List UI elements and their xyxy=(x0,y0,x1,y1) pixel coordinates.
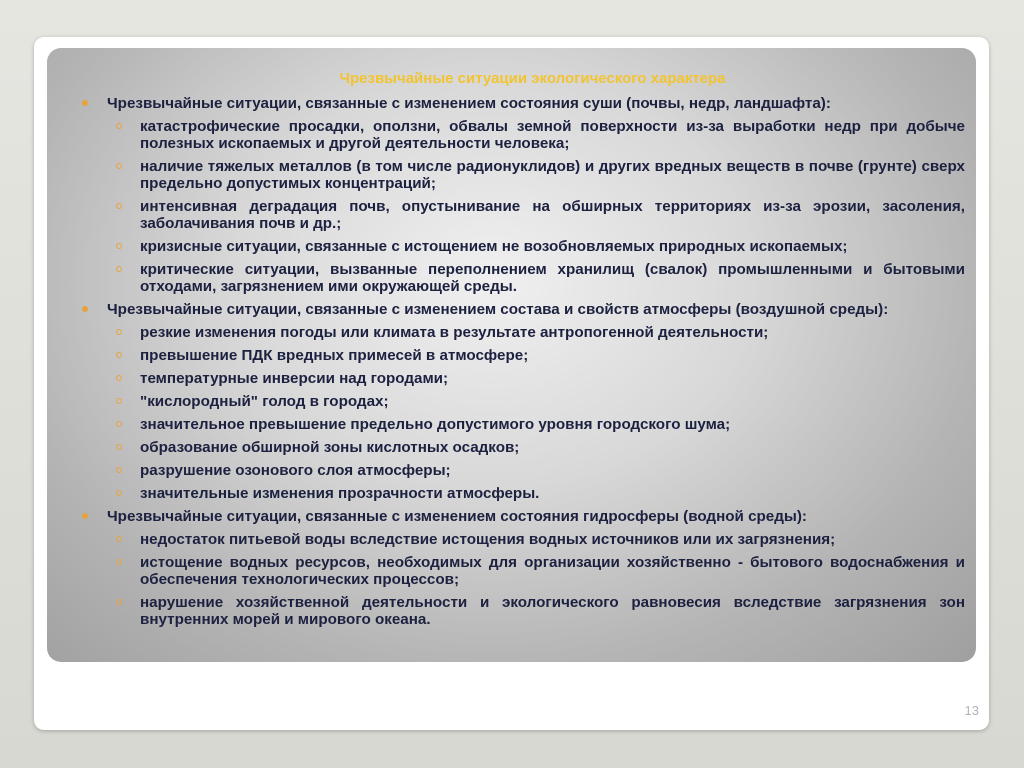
bullet-ring-icon xyxy=(116,599,122,605)
bullet-level2 xyxy=(80,198,965,232)
bullet-text: наличие тяжелых металлов (в том числе радионуклидов) и других вредных веществ в почве (грунте) сверх предельно допустимых концентраций; xyxy=(140,158,965,192)
bullet-dot-icon xyxy=(82,100,88,106)
bullet-text: катастрофические просадки, оползни, обвалы земной поверхности из-за выработки недр при добыче полезных ископаемых и другой деятельности человека; xyxy=(140,118,965,152)
bullet-ring-icon xyxy=(116,490,122,496)
bullet-text: превышение ПДК вредных примесей в атмосфере; xyxy=(140,347,529,364)
bullet-text: "кислородный" голод в городах; xyxy=(140,393,389,410)
bullet-ring-icon xyxy=(116,559,122,565)
bullet-ring-icon xyxy=(116,329,122,335)
bullet-level2 xyxy=(80,485,965,502)
bullet-text: температурные инверсии над городами; xyxy=(140,370,449,387)
slide-content xyxy=(80,70,965,634)
bullet-ring-icon xyxy=(116,243,122,249)
bullet-ring-icon xyxy=(116,203,122,209)
bullet-text: Чрезвычайные ситуации, связанные с изменением состава и свойств атмосферы (воздушной среды): xyxy=(107,301,889,318)
bullet-level2 xyxy=(80,531,965,548)
bullet-text: недостаток питьевой воды вследствие истощения водных источников или их загрязнения; xyxy=(140,531,836,548)
bullet-ring-icon xyxy=(116,421,122,427)
bullet-ring-icon xyxy=(116,352,122,358)
bullet-level2 xyxy=(80,594,965,628)
bullet-dot-icon xyxy=(82,513,88,519)
bullet-level2 xyxy=(80,439,965,456)
bullet-ring-icon xyxy=(116,163,122,169)
bullet-text: значительные изменения прозрачности атмосферы. xyxy=(140,485,540,502)
bullet-text: истощение водных ресурсов, необходимых для организации хозяйственно - бытового водоснабжения и обеспечения технологических процессов; xyxy=(140,554,965,588)
bullet-text: резкие изменения погоды или климата в результате антропогенной деятельности; xyxy=(140,324,769,341)
bullet-ring-icon xyxy=(116,398,122,404)
bullet-level2 xyxy=(80,347,965,364)
bullet-ring-icon xyxy=(116,266,122,272)
bullet-ring-icon xyxy=(116,467,122,473)
bullet-level2 xyxy=(80,554,965,588)
bullet-text: разрушение озонового слоя атмосферы; xyxy=(140,462,451,479)
bullet-text: критические ситуации, вызванные переполнением хранилищ (свалок) промышленными и бытовыми отходами, загрязнением ими окружающей среды. xyxy=(140,261,965,295)
slide-title: Чрезвычайные ситуации экологического характера xyxy=(339,70,726,87)
bullet-text: образование обширной зоны кислотных осадков; xyxy=(140,439,520,456)
bullet-text: Чрезвычайные ситуации, связанные с изменением состояния суши (почвы, недр, ландшафта): xyxy=(107,95,831,112)
bullet-level2 xyxy=(80,261,965,295)
bullet-ring-icon xyxy=(116,444,122,450)
bullet-level2 xyxy=(80,238,965,255)
slide-number: 13 xyxy=(964,703,979,718)
bullet-text: кризисные ситуации, связанные с истощением не возобновляемых природных ископаемых; xyxy=(140,238,848,255)
bullet-ring-icon xyxy=(116,536,122,542)
bullet-text: интенсивная деградация почв, опустынивание на обширных территориях из-за эрозии, засоления, заболачивания почв и др.; xyxy=(140,198,965,232)
bullet-level2 xyxy=(80,118,965,152)
bullet-dot-icon xyxy=(82,306,88,312)
bullet-level2 xyxy=(80,370,965,387)
bullet-level1 xyxy=(80,508,965,525)
bullet-text: Чрезвычайные ситуации, связанные с изменением состояния гидросферы (водной среды): xyxy=(107,508,807,525)
bullet-level2 xyxy=(80,324,965,341)
bullet-ring-icon xyxy=(116,375,122,381)
bullet-level1 xyxy=(80,301,965,318)
bullet-ring-icon xyxy=(116,123,122,129)
bullet-text: нарушение хозяйственной деятельности и экологического равновесия вследствие загрязнения зон внутренних морей и мирового океана. xyxy=(140,594,965,628)
bullet-level2 xyxy=(80,462,965,479)
bullet-text: значительное превышение предельно допустимого уровня городского шума; xyxy=(140,416,731,433)
bullet-level2 xyxy=(80,158,965,192)
bullet-level2 xyxy=(80,416,965,433)
bullet-level1 xyxy=(80,95,965,112)
bullet-level2 xyxy=(80,393,965,410)
